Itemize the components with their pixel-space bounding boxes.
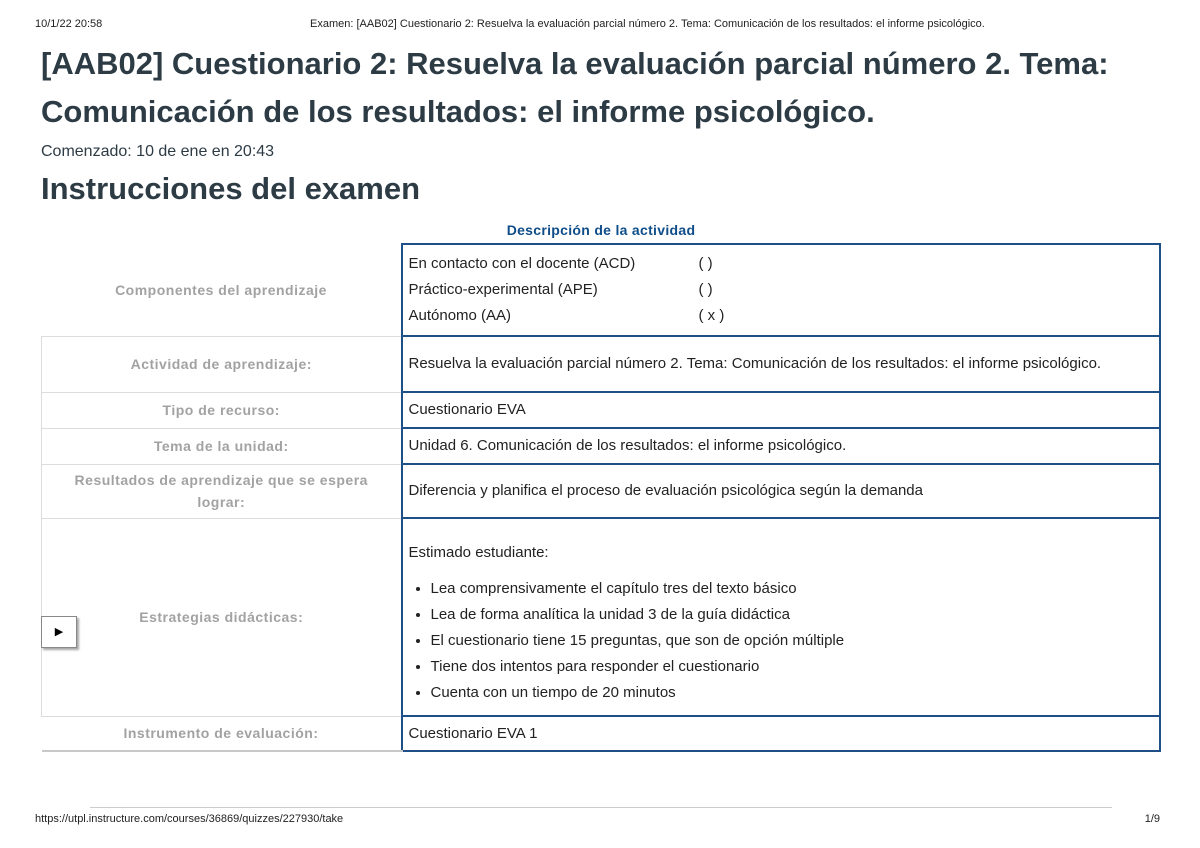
row-label-unit-topic: Tema de la unidad: [42,428,402,464]
component-line [409,277,1154,303]
component-mark: ( ) [698,255,713,272]
print-footer [35,813,1160,827]
component-name: Autónomo (AA) [408,307,512,324]
row-label-components: Componentes del aprendizaje [115,281,327,298]
print-url[interactable]: https://utpl.instructure.com/courses/36869/quizzes/227930/take [35,813,344,825]
row-label-resource-type: Tipo de recurso: [42,392,402,428]
strategies-greeting: Estimado estudiante: [408,544,549,561]
activity-table-caption: Descripción de la actividad [506,222,696,238]
list-item: • Tiene dos intentos para responder el cuestionario [431,654,1154,680]
table-row [42,428,1161,464]
strategies-list [409,576,1154,706]
row-value-learning-outcomes: Diferencia y planifica el proceso de evaluación psicológica según la demanda [402,464,1161,518]
table-row [42,244,1161,336]
row-label-instrument: Instrumento de evaluación: [42,716,402,751]
table-row [42,518,1161,716]
print-date: 10/1/22 20:58 [35,18,103,30]
activity-table [41,243,1161,752]
row-value-instrument: Cuestionario EVA 1 [402,716,1161,751]
table-row [42,336,1161,392]
page-number: 1/9 [1144,813,1160,825]
row-value-strategies [402,518,1161,716]
row-value-components [402,244,1161,336]
print-document-title: Examen: [AAB02] Cuestionario 2: Resuelva la evaluación parcial número 2. Tema: Comunicación de los resultados: el informe psicológico. [310,18,985,30]
component-mark: ( ) [698,281,713,298]
component-line [409,251,1154,277]
list-item: • Lea comprensivamente el capítulo tres del texto básico [431,576,1154,602]
table-row [42,392,1161,428]
component-mark: ( x ) [698,307,725,324]
started-timestamp: Comenzado: 10 de ene en 20:43 [41,143,275,160]
table-row [42,716,1161,751]
quiz-title: [AAB02] Cuestionario 2: Resuelva la evaluación parcial número 2. Tema: Comunicación de los resultados: el informe psicológico. [41,46,1109,129]
print-header [35,18,1160,32]
instructions-heading: Instrucciones del examen [41,171,421,206]
table-row [42,464,1161,518]
component-name: Práctico-experimental (APE) [408,281,598,298]
play-icon: ▶ [54,626,64,638]
row-label-activity: Actividad de aprendizaje: [42,336,402,392]
row-label-learning-outcomes: Resultados de aprendizaje que se espera lograr: [42,464,402,518]
component-name: En contacto con el docente (ACD) [408,255,636,272]
row-value-activity: Resuelva la evaluación parcial número 2. Tema: Comunicación de los resultados: el informe psicológico. [402,336,1161,392]
list-item: • El cuestionario tiene 15 preguntas, que son de opción múltiple [431,628,1154,654]
list-item: • Cuenta con un tiempo de 20 minutos [431,680,1154,706]
footer-divider [90,807,1112,808]
row-value-unit-topic: Unidad 6. Comunicación de los resultados: el informe psicológico. [402,428,1161,464]
list-item: • Lea de forma analítica la unidad 3 de la guía didáctica [431,602,1154,628]
component-line [409,303,1154,329]
row-label-strategies: Estrategias didácticas: [42,518,402,716]
media-play-button[interactable] [41,616,77,648]
row-value-resource-type: Cuestionario EVA [402,392,1161,428]
